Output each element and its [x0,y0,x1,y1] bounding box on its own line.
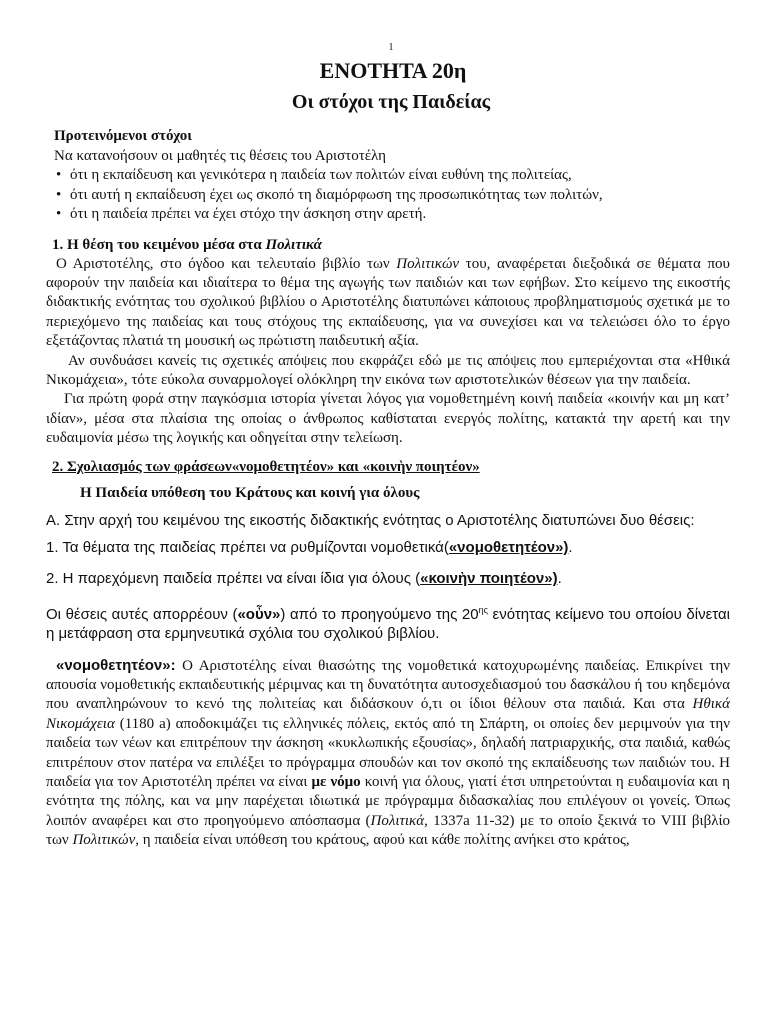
nomothetiteon-paragraph: «νομοθετητέον»: Ο Αριστοτέλης είναι θιασώτης της νομοθετικά κατοχυρωμένης παιδείας. Επικρίνει την απουσία νομοθετικής εκπαιδευτικής μέριμνας και τη δυνατότητα αυτοσχεδιασμού του δασκάλου ή του κηδεμόνα που αναπληρώνουν το κενό της πολιτείας και διδάσκουν ό,τι οι ίδιοι θέλουν στα παιδιά. Και στα Ηθικά Νικομάχεια (1180 a) αποδοκιμάζει τις ελληνικές πόλεις, εκτός από τη Σπάρτη, οι οποίες δεν μεριμνούν για την παιδεία των νέων και επιτρέπουν την άσκηση «κυκλωπικής εξουσίας», δηλαδή πατριαρχικής, στα παιδιά, καθώς επιτρέπουν στον πατέρα να επιλέξει το πρόγραμμα σπουδών και τον σκοπό της εκπαίδευσης των παιδιών του. Η παιδεία για τον Αριστοτέλη πρέπει να είναι με νόμο κοινή για όλους, γιατί έτσι υπηρετούνται η ευδαιμονία και η ενότητα της πόλης, και να μην παρέχεται ιδιωτικά με πρόγραμμα διδασκαλίας που επιλέγουν οι γονείς. Όπως λοιπόν αναφέρει και στο προηγούμενο απόσπασμα (Πολιτικά, 1337a 11-32) με το οποίο ξεκινά το VIII βιβλίο των Πολιτικών, η παιδεία είναι υπόθεση του κράτους, αφού και κάθε πολίτης ανήκει στο κράτος, [46,656,731,849]
section-2-subheading: Η Παιδεία υπόθεση του Κράτους και κοινή για όλους [80,484,420,501]
objective-item: • ότι η εκπαίδευση και γενικότερα η παιδεία των πολιτών είναι ευθύνη της πολιτείας, [70,166,730,186]
objective-item: • ότι αυτή η εκπαίδευση έχει ως σκοπό τη διαμόρφωση της προσωπικότητας των πολιτών, [70,186,730,206]
section-2-intro: Α. Στην αρχή του κειμένου της εικοστής διδακτικής ενότητας ο Αριστοτέλης διατυπώνει δυο θέσεις: [46,511,695,529]
section-1-paragraph-2: Αν συνδυάσει κανείς τις σχετικές απόψεις που εκφράζει εδώ με τις απόψεις που εμπεριέχονται στα «Ηθικά Νικομάχεια», τότε εύκολα συναρμολογεί ολόκληρη την εικόνα των αριστοτελικών θέσεων για την παιδεία. [46,352,730,388]
page-title: ΕΝΟΤΗΤΑ 20η [319,58,467,83]
section-1-heading: 1. Η θέση του κειμένου μέσα στα Πολιτικά [52,236,322,253]
document-page [46,42,730,851]
page-subtitle: Οι στόχοι της Παιδείας [291,91,491,113]
thesis-2: 2. Η παρεχόμενη παιδεία πρέπει να είναι ίδια για όλους («κοινὴν ποιητέον»). [46,570,562,588]
page-number: 1 [388,42,394,53]
section-1-paragraph-3: Για πρώτη φορά στην παγκόσμια ιστορία γίνεται λόγος για νομοθετημένη κοινή παιδεία «κοινήν και μη κατ’ ιδίαν», μέσα στα πλαίσια της οποίας ο άνθρωπος καθίσταται ενεργός πολίτης, κατακτά την αρετή και την ευδαιμονία μέσω της λογικής και οδηγείται στην τελείωση. [46,391,730,447]
objectives-heading: Προτεινόμενοι στόχοι [54,128,192,144]
section-2-heading: 2. Σχολιασμός των φράσεων«νομοθετητέον» και «κοινὴν ποιητέον» [52,458,480,475]
objectives-list [54,166,730,225]
theses-origin-paragraph: Οι θέσεις αυτές απορρέουν («οὖν») από το προηγούμενο της $20^{\eta\varsigma}$ ενότητας κείμενο του οποίου δίνεται η μετάφραση στα ερμηνευτικά σχόλια του σχολικού βιβλίου. [46,604,731,643]
section-1-paragraph-1: Ο Αριστοτέλης, στο όγδοο και τελευταίο βιβλίο των Πολιτικών του, αναφέρεται διεξοδικά σε θέματα που αφορούν την παιδεία και ιδιαίτερα το θέμα της αγωγής των παιδιών και των εφήβων. Στο κείμενο της εικοστής διδακτικής ενότητας του σχολικού βιβλίου ο Αριστοτέλης διατυπώνει κάποιους προβληματισμούς σχετικά με το περιεχόμενο της παιδείας και τους στόχους της εκπαίδευσης, για να συνεχίσει και να τελειώσει όλο το έργο εξετάζοντας πλατιά τη μουσική ως πρώτιστη παιδευτική αξία. [46,255,730,350]
objective-item: • ότι η παιδεία πρέπει να έχει στόχο την άσκηση στην αρετή. [70,205,730,225]
objectives-block [54,127,730,225]
thesis-1: 1. Τα θέματα της παιδείας πρέπει να ρυθμίζονται νομοθετικά(«νομοθετητέον»). [46,538,573,556]
objectives-intro: Να κατανοήσουν οι μαθητές τις θέσεις του Αριστοτέλη [54,147,387,164]
